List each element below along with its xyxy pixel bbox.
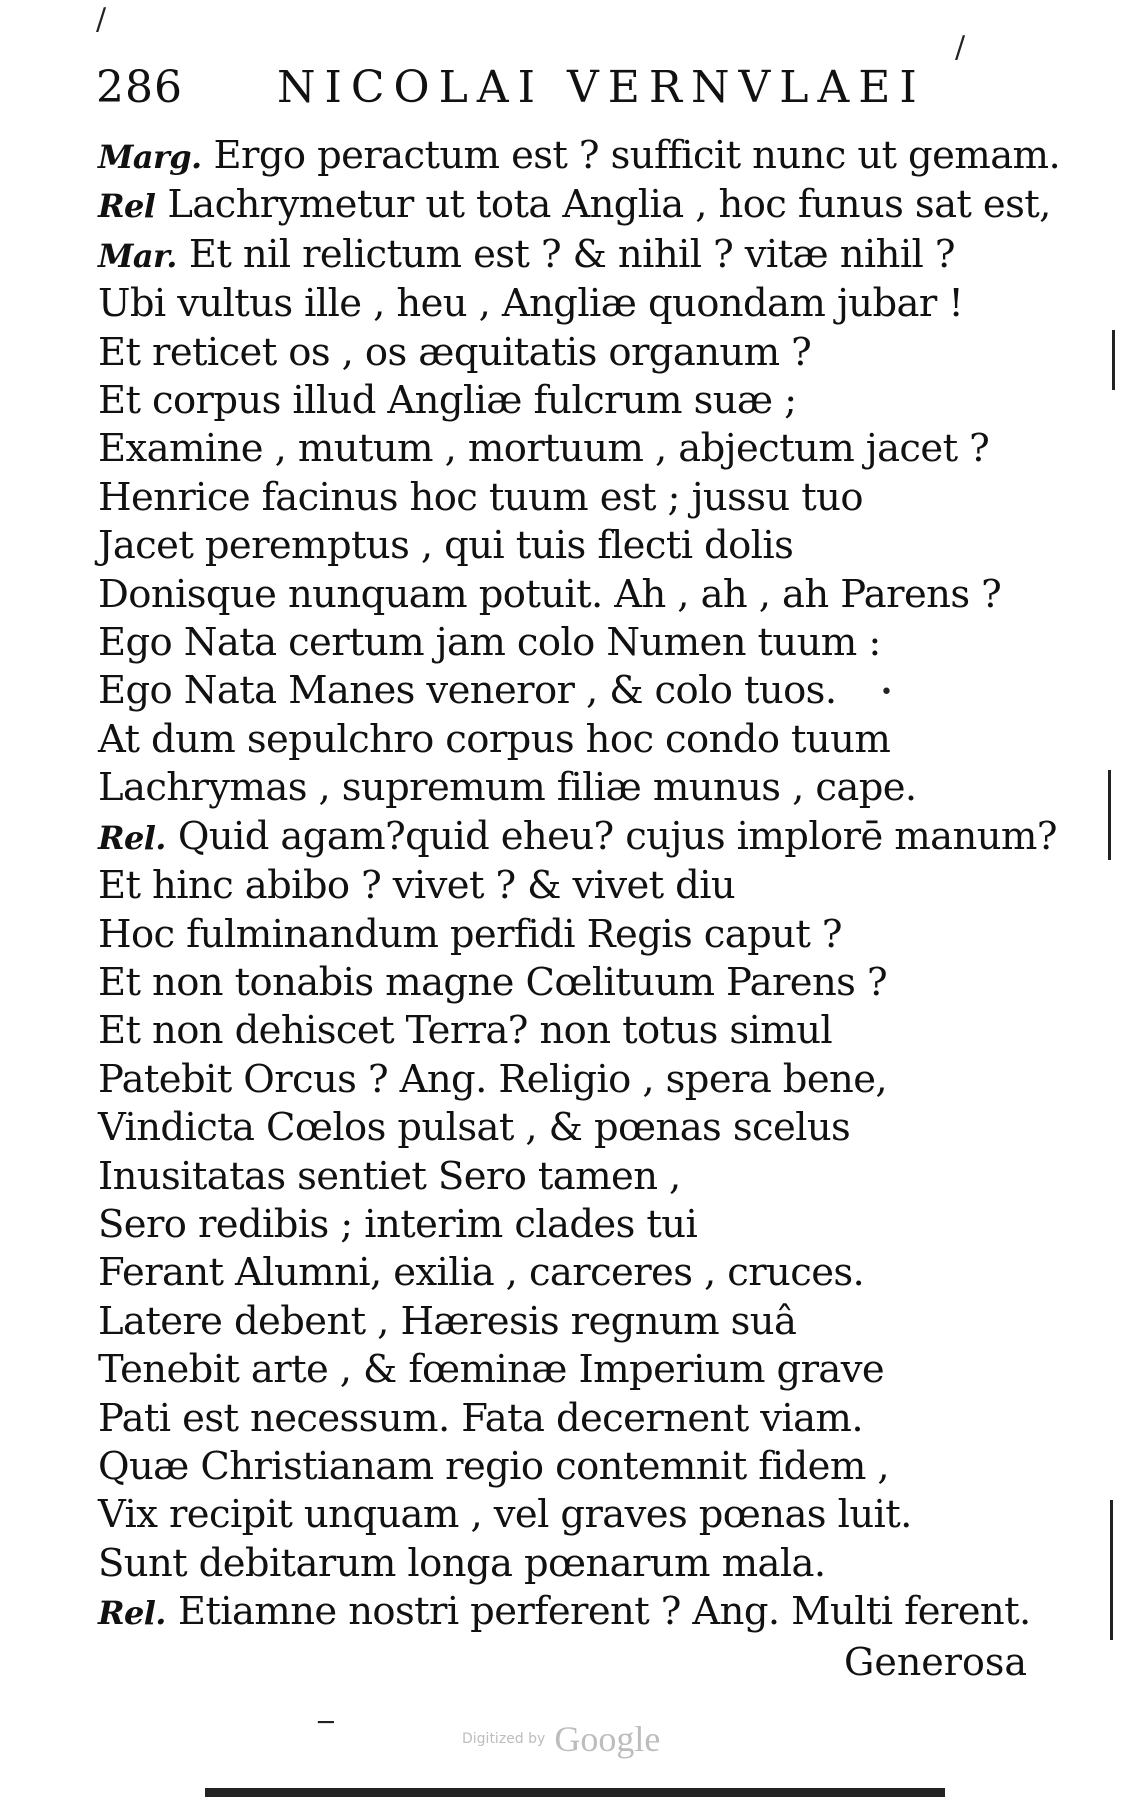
scan-mark: ─ — [318, 1708, 334, 1738]
verse-text: Examine , mutum , mortuum , abjectum jacet ? — [98, 426, 990, 472]
verse-text: Latere debent , Hæresis regnum suâ — [98, 1298, 797, 1344]
verse-text: Hoc fulminandum perfidi Regis caput ? — [98, 911, 842, 957]
verse-line — [98, 132, 1061, 181]
verse-text: Inusitatas sentiet Sero tamen , — [98, 1153, 681, 1199]
verse-text: Lachrymas , supremum filiæ munus , cape. — [98, 765, 917, 811]
verse-line — [98, 813, 1058, 862]
verse-line — [98, 1395, 1058, 1443]
verse-line — [98, 1056, 1058, 1104]
verse-text: Vix recipit unquam , vel graves pœnas luit. — [98, 1492, 912, 1538]
digitized-by-label: Digitized by — [462, 1731, 546, 1747]
verse-text: Et non dehiscet Terra? non totus simul — [98, 1008, 833, 1054]
page-number: 286 — [96, 62, 183, 113]
verse-line — [98, 862, 1058, 910]
digitized-watermark — [462, 1718, 660, 1760]
verse-line — [98, 1298, 1058, 1346]
catchword: Generosa — [843, 1640, 1027, 1684]
speaker-label: Mar. — [98, 236, 177, 275]
verse-line — [98, 1153, 1058, 1201]
verse-line — [98, 1104, 1058, 1152]
verse-text: At dum sepulchro corpus hoc condo tuum — [98, 716, 891, 762]
page-edge-mark — [1108, 770, 1111, 860]
verse-line — [98, 280, 1058, 328]
verse-line — [98, 1491, 1058, 1539]
scan-mark: / — [96, 2, 107, 37]
verse-text: Quid agam?quid eheu? cujus implorē manum? — [177, 813, 1057, 859]
speaker-label: Rel — [98, 187, 156, 226]
verse-line — [98, 1443, 1058, 1491]
verse-text: Ego Nata certum jam colo Numen tuum : — [98, 620, 881, 666]
verse-line — [98, 619, 1058, 667]
verse-text: Ubi vultus ille , heu , Angliæ quondam jubar ! — [98, 281, 964, 327]
verse-text: Et hinc abibo ? vivet ? & vivet diu — [98, 863, 736, 909]
verse-line — [98, 377, 1058, 425]
page-edge-mark — [1110, 1500, 1113, 1640]
verse-text: Henrice facinus hoc tuum est ; jussu tuo — [98, 474, 863, 520]
verse-line — [98, 1346, 1058, 1394]
running-title: NICOLAI VERNVLAEI — [276, 62, 926, 113]
verse-text: Sunt debitarum longa pœnarum mala. — [98, 1540, 826, 1586]
verse-text: Lachrymetur ut tota Anglia , hoc funus sat est, — [167, 182, 1051, 228]
verse-text: Et non tonabis magne Cœlituum Parens ? — [98, 959, 888, 1005]
verse-text: Jacet peremptus , qui tuis flecti dolis — [98, 523, 794, 569]
verse-text: Ferant Alumni, exilia , carceres , cruces. — [98, 1250, 865, 1296]
verse-line — [98, 425, 1058, 473]
verse-line — [98, 474, 1058, 522]
verse-line — [98, 959, 1058, 1007]
verse-line — [98, 1249, 1058, 1297]
verse-text: Et nil relictum est ? & nihil ? vitæ nihil ? — [188, 231, 955, 277]
verse-text: Tenebit arte , & fœminæ Imperium grave — [98, 1347, 885, 1393]
verse-text: Et corpus illud Angliæ fulcrum suæ ; — [98, 378, 797, 424]
verse-text: Etiamne nostri perferent ? Ang. Multi ferent. — [177, 1589, 1031, 1635]
google-brand: Google — [554, 1719, 661, 1759]
verse-text: Et reticet os , os æquitatis organum ? — [98, 329, 812, 375]
scan-mark: / — [955, 30, 966, 65]
scan-mark: • — [880, 680, 893, 705]
verse-line — [98, 1588, 1058, 1637]
page-bottom-edge — [205, 1788, 945, 1797]
verse-line — [98, 522, 1058, 570]
verse-line — [98, 911, 1058, 959]
verse-line — [98, 1007, 1058, 1055]
page-header — [96, 62, 926, 113]
verse-text: Sero redibis ; interim clades tui — [98, 1201, 698, 1247]
page-edge-mark — [1112, 330, 1115, 390]
verse-text: Patebit Orcus ? Ang. Religio , spera bene, — [98, 1056, 888, 1102]
verse-line — [98, 329, 1058, 377]
verse-text: Donisque nunquam potuit. Ah , ah , ah Parens ? — [98, 571, 1002, 617]
verse-line — [98, 181, 1058, 230]
verse-line — [98, 231, 1058, 280]
verse-line — [98, 1540, 1058, 1588]
verse-text: Ego Nata Manes veneror , & colo tuos. — [98, 668, 837, 714]
verse-line — [98, 716, 1058, 764]
verse-line — [98, 667, 1058, 715]
verse-line — [98, 571, 1058, 619]
verse-text: Ergo peractum est ? sufficit nunc ut gemam. — [213, 133, 1061, 178]
speaker-label: Rel. — [98, 818, 166, 857]
speaker-label: Marg. — [98, 138, 202, 176]
verse-text: Pati est necessum. Fata decernent viam. — [98, 1395, 863, 1441]
verse-text: Quæ Christianam regio contemnit fidem , — [98, 1443, 890, 1489]
verse-block — [98, 132, 1061, 1638]
verse-line — [98, 1201, 1058, 1249]
verse-text: Vindicta Cœlos pulsat , & pœnas scelus — [98, 1105, 851, 1151]
speaker-label: Rel. — [98, 1594, 166, 1633]
verse-line — [98, 764, 1058, 812]
